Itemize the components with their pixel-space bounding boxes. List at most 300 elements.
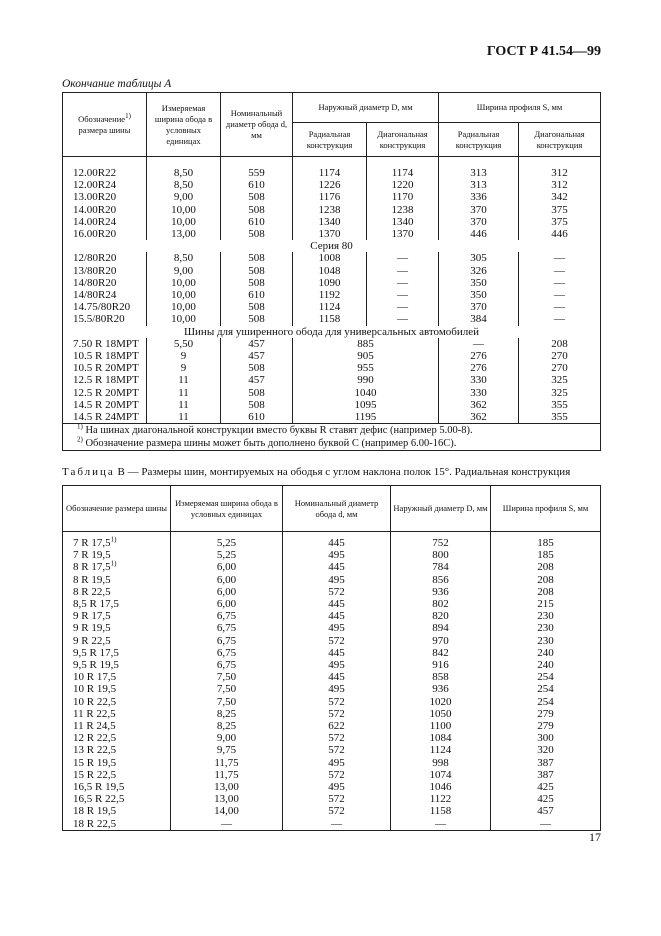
table-row — [63, 191, 601, 203]
cell-profile-diagonal: — — [519, 301, 601, 313]
footnote-mark: 2) — [77, 435, 83, 444]
table-row — [63, 387, 601, 399]
designation-text: 9,5 R 17,5 — [73, 646, 119, 659]
cell-profile-width: 240 — [491, 647, 601, 659]
cell-rim-width: 9,00 — [171, 732, 283, 744]
cell-outer-diagonal: — — [367, 265, 439, 277]
cell-profile-diagonal: 270 — [519, 362, 601, 374]
cell-designation: 10.5 R 20MPT — [63, 362, 147, 374]
cell-profile-width: 279 — [491, 720, 601, 732]
cell-outer-diameter: 856 — [391, 574, 491, 586]
cell-designation: 14/80R20 — [63, 277, 147, 289]
cell-rim-width: 10,00 — [147, 204, 221, 216]
cell-outer-diameter: 1124 — [391, 744, 491, 756]
designation-text: 11 R 22,5 — [73, 707, 116, 720]
cell-rim-diameter: 572 — [283, 744, 391, 756]
cell-rim-diameter: 610 — [221, 289, 293, 301]
cell-rim-width: 10,00 — [147, 313, 221, 325]
table-row — [63, 289, 601, 301]
cell-outer-diameter: 936 — [391, 683, 491, 695]
designation-text: 10 R 19,5 — [73, 683, 117, 696]
group-heading: Серия 80 — [63, 240, 601, 252]
cell-outer-diameter: 752 — [391, 537, 491, 549]
cell-outer-diameter: 998 — [391, 757, 491, 769]
cell-profile-radial: 446 — [439, 228, 519, 240]
cell-outer-diagonal: — — [367, 301, 439, 313]
table-a-continuation-label: Окончание таблицы А — [62, 78, 172, 90]
cell-designation: 13.00R20 — [63, 191, 147, 203]
cell-profile-diagonal: 375 — [519, 216, 601, 228]
table-row — [63, 350, 601, 362]
designation-text: 11 R 24,5 — [73, 720, 116, 733]
cell-rim-diameter: 572 — [283, 635, 391, 647]
cell-outer-radial: 1192 — [293, 289, 367, 301]
cell-designation: 14.5 R 24MPT — [63, 411, 147, 424]
cell-rim-width: 9,00 — [147, 265, 221, 277]
cell-rim-width: 9,00 — [147, 191, 221, 203]
table-row — [63, 635, 601, 647]
cell-rim-width: 6,75 — [171, 647, 283, 659]
cell-profile-radial: 313 — [439, 167, 519, 179]
cell-profile-diagonal: 355 — [519, 399, 601, 411]
cell-outer-diameter: 916 — [391, 659, 491, 671]
footnote-mark: 1) — [110, 559, 117, 568]
table-row — [63, 671, 601, 683]
cell-designation — [63, 708, 171, 720]
cell-outer-diameter: 842 — [391, 647, 491, 659]
cell-rim-diameter: 572 — [283, 805, 391, 817]
cell-profile-diagonal: 342 — [519, 191, 601, 203]
spacer-cell — [293, 157, 367, 168]
cell-rim-diameter: 445 — [283, 537, 391, 549]
table-row — [63, 781, 601, 793]
cell-rim-diameter: 572 — [283, 696, 391, 708]
cell-profile-width: 254 — [491, 696, 601, 708]
table-row — [63, 732, 601, 744]
cell-rim-diameter: 508 — [221, 252, 293, 264]
cell-rim-width: 6,00 — [171, 574, 283, 586]
cell-outer-diameter: 1122 — [391, 793, 491, 805]
table-row — [63, 769, 601, 781]
cell-outer-diameter: 1046 — [391, 781, 491, 793]
table-row — [63, 574, 601, 586]
cell-designation — [63, 805, 171, 817]
cell-profile-width: 254 — [491, 683, 601, 695]
cell-rim-diameter: 610 — [221, 216, 293, 228]
cell-designation: 16.00R20 — [63, 228, 147, 240]
cell-outer-diameter: 1050 — [391, 708, 491, 720]
cell-rim-diameter: 495 — [283, 574, 391, 586]
cell-outer-diagonal: — — [367, 289, 439, 301]
header-b-rim-width: Измеряемая ширина обода в условных единицах — [171, 486, 283, 532]
cell-outer-radial: 1238 — [293, 204, 367, 216]
cell-outer-radial: 1370 — [293, 228, 367, 240]
cell-designation: 12.00R24 — [63, 179, 147, 191]
cell-profile-diagonal: — — [519, 265, 601, 277]
group-heading: Шины для уширенного обода для универсальных автомобилей — [63, 326, 601, 338]
cell-outer-diameter: — — [391, 818, 491, 831]
cell-profile-radial: — — [439, 338, 519, 350]
table-row — [63, 204, 601, 216]
cell-rim-width: 10,00 — [147, 277, 221, 289]
cell-outer-diagonal: 1340 — [367, 216, 439, 228]
cell-profile-diagonal: 208 — [519, 338, 601, 350]
cell-outer-diameter: 784 — [391, 561, 491, 573]
cell-outer-diameter: 894 — [391, 622, 491, 634]
cell-rim-diameter: 457 — [221, 350, 293, 362]
designation-text: 15 R 19,5 — [73, 756, 117, 769]
header-outer-diagonal: Диагональная конструкция — [367, 123, 439, 157]
cell-profile-radial: 305 — [439, 252, 519, 264]
designation-text: 10 R 22,5 — [73, 695, 117, 708]
cell-profile-width: 320 — [491, 744, 601, 756]
cell-outer-diameter: 1020 — [391, 696, 491, 708]
cell-outer-radial: 1090 — [293, 277, 367, 289]
table-row — [63, 818, 601, 831]
cell-designation — [63, 598, 171, 610]
cell-rim-width: 7,50 — [171, 671, 283, 683]
cell-rim-width: 5,25 — [171, 537, 283, 549]
cell-outer-diagonal: 1370 — [367, 228, 439, 240]
cell-designation: 14.5 R 20MPT — [63, 399, 147, 411]
cell-rim-diameter: 572 — [283, 793, 391, 805]
cell-designation — [63, 537, 171, 549]
cell-profile-radial: 330 — [439, 374, 519, 386]
footnote-mark: 1) — [110, 535, 117, 544]
cell-designation: 14.00R24 — [63, 216, 147, 228]
cell-rim-width: 7,50 — [171, 696, 283, 708]
cell-outer-diameter: 1084 — [391, 732, 491, 744]
cell-rim-width: 11 — [147, 399, 221, 411]
cell-designation: 10.5 R 18MPT — [63, 350, 147, 362]
designation-text: 9 R 19,5 — [73, 622, 111, 635]
cell-rim-diameter: 445 — [283, 671, 391, 683]
cell-rim-diameter: 445 — [283, 561, 391, 573]
cell-profile-diagonal: 375 — [519, 204, 601, 216]
cell-outer-diameter: 858 — [391, 671, 491, 683]
cell-designation — [63, 818, 171, 831]
cell-rim-diameter: — — [283, 818, 391, 831]
cell-rim-width: 8,50 — [147, 252, 221, 264]
cell-profile-diagonal: 446 — [519, 228, 601, 240]
cell-profile-radial: 362 — [439, 411, 519, 424]
cell-profile-width: 457 — [491, 805, 601, 817]
cell-outer-radial: 1174 — [293, 167, 367, 179]
cell-designation — [63, 647, 171, 659]
cell-rim-width: 10,00 — [147, 289, 221, 301]
header-designation: Обозначение$^{1)}$ размера шины — [63, 93, 147, 157]
cell-rim-width: 7,50 — [171, 683, 283, 695]
cell-rim-width: 5,25 — [171, 549, 283, 561]
cell-profile-radial: 370 — [439, 216, 519, 228]
cell-outer-radial: 1158 — [293, 313, 367, 325]
cell-profile-width: 185 — [491, 549, 601, 561]
table-row — [63, 744, 601, 756]
cell-outer-diagonal: 1238 — [367, 204, 439, 216]
header-rim-diameter: Номинальный диаметр обода d, мм — [221, 93, 293, 157]
cell-designation — [63, 696, 171, 708]
table-row — [63, 549, 601, 561]
table-row — [63, 362, 601, 374]
cell-rim-width: 11,75 — [171, 769, 283, 781]
table-row — [63, 610, 601, 622]
designation-text: 18 R 19,5 — [73, 805, 117, 818]
cell-rim-width: 6,00 — [171, 561, 283, 573]
cell-outer-diameter: 1095 — [293, 399, 439, 411]
cell-designation — [63, 769, 171, 781]
cell-designation: 7.50 R 18MPT — [63, 338, 147, 350]
cell-rim-diameter: 508 — [221, 362, 293, 374]
spacer-cell — [367, 157, 439, 168]
spacer-row — [63, 157, 601, 168]
header-profile-diagonal: Диагональная конструкция — [519, 123, 601, 157]
cell-profile-radial: 350 — [439, 277, 519, 289]
designation-text: 9 R 17,5 — [73, 610, 111, 623]
cell-designation: 13/80R20 — [63, 265, 147, 277]
header-profile-radial: Радиальная конструкция — [439, 123, 519, 157]
cell-designation: 15.5/80R20 — [63, 313, 147, 325]
cell-rim-width: 6,75 — [171, 610, 283, 622]
cell-profile-width: 185 — [491, 537, 601, 549]
cell-rim-diameter: 610 — [221, 179, 293, 191]
cell-rim-width: 6,75 — [171, 635, 283, 647]
cell-rim-diameter: 495 — [283, 549, 391, 561]
cell-designation: 14.00R20 — [63, 204, 147, 216]
cell-outer-radial: 1176 — [293, 191, 367, 203]
table-row — [63, 659, 601, 671]
cell-designation: 12/80R20 — [63, 252, 147, 264]
cell-outer-diameter: 800 — [391, 549, 491, 561]
cell-rim-diameter: 508 — [221, 301, 293, 313]
table-row — [63, 313, 601, 325]
cell-outer-diagonal: — — [367, 313, 439, 325]
cell-rim-diameter: 622 — [283, 720, 391, 732]
table-row — [63, 683, 601, 695]
cell-designation — [63, 622, 171, 634]
cell-profile-diagonal: — — [519, 277, 601, 289]
table-row — [63, 411, 601, 424]
cell-designation — [63, 574, 171, 586]
header-profile-width: Ширина профиля S, мм — [439, 93, 601, 123]
table-row — [63, 301, 601, 313]
table-row — [63, 338, 601, 350]
cell-rim-diameter: 610 — [221, 411, 293, 424]
cell-rim-width: — — [171, 818, 283, 831]
cell-outer-radial: 1008 — [293, 252, 367, 264]
cell-outer-diameter: 1158 — [391, 805, 491, 817]
footnote-2 — [63, 437, 601, 451]
cell-rim-diameter: 508 — [221, 399, 293, 411]
cell-outer-diameter: 970 — [391, 635, 491, 647]
table-row — [63, 374, 601, 386]
cell-outer-diagonal: 1220 — [367, 179, 439, 191]
cell-profile-radial: 276 — [439, 362, 519, 374]
cell-designation — [63, 732, 171, 744]
header-rim-width: Измеряемая ширина обода в условных единицах — [147, 93, 221, 157]
table-row — [63, 708, 601, 720]
header-b-designation: Обозначение размера шины — [63, 486, 171, 532]
table-b-caption-text: В — Размеры шин, монтируемых на ободья с углом наклона полок 15°. Радиальная конструкция — [117, 466, 571, 478]
cell-profile-width: 230 — [491, 635, 601, 647]
footnote-mark: 1) — [77, 422, 83, 431]
footnote-1 — [63, 424, 601, 438]
table-row — [63, 167, 601, 179]
table-row — [63, 805, 601, 817]
cell-outer-radial: 1340 — [293, 216, 367, 228]
cell-profile-width: 208 — [491, 574, 601, 586]
cell-profile-diagonal: 325 — [519, 374, 601, 386]
designation-text: 15 R 22,5 — [73, 768, 117, 781]
cell-rim-width: 5,50 — [147, 338, 221, 350]
cell-outer-radial: 1226 — [293, 179, 367, 191]
cell-designation — [63, 671, 171, 683]
table-b-caption-label: Таблица — [62, 466, 115, 478]
table-row — [63, 561, 601, 573]
cell-rim-diameter: 495 — [283, 683, 391, 695]
group-row — [63, 326, 601, 338]
cell-rim-diameter: 559 — [221, 167, 293, 179]
designation-text: 7 R 17,5 — [73, 537, 111, 549]
footnote-row — [63, 437, 601, 451]
cell-designation — [63, 610, 171, 622]
table-row — [63, 586, 601, 598]
cell-designation — [63, 744, 171, 756]
table-row — [63, 622, 601, 634]
cell-rim-diameter: 508 — [221, 265, 293, 277]
cell-outer-diameter: 1195 — [293, 411, 439, 424]
cell-designation — [63, 561, 171, 573]
cell-rim-diameter: 572 — [283, 732, 391, 744]
cell-outer-diameter: 802 — [391, 598, 491, 610]
cell-rim-width: 13,00 — [171, 781, 283, 793]
designation-text: 9,5 R 19,5 — [73, 659, 119, 672]
table-row — [63, 598, 601, 610]
cell-rim-width: 9 — [147, 350, 221, 362]
cell-profile-diagonal: 270 — [519, 350, 601, 362]
cell-rim-diameter: 495 — [283, 781, 391, 793]
table-row — [63, 252, 601, 264]
cell-profile-width: 230 — [491, 622, 601, 634]
designation-text: 16,5 R 22,5 — [73, 793, 125, 806]
cell-profile-diagonal: 312 — [519, 167, 601, 179]
table-b — [62, 485, 601, 831]
cell-designation: 12.5 R 18MPT — [63, 374, 147, 386]
designation-text: 7 R 19,5 — [73, 549, 111, 562]
cell-rim-diameter: 572 — [283, 769, 391, 781]
designation-text: 8 R 17,5 — [73, 561, 111, 574]
cell-rim-width: 10,00 — [147, 301, 221, 313]
table-row — [63, 696, 601, 708]
header-b-outer-diameter: Наружный диаметр D, мм — [391, 486, 491, 532]
cell-designation — [63, 659, 171, 671]
cell-outer-diameter: 820 — [391, 610, 491, 622]
cell-designation — [63, 781, 171, 793]
cell-profile-width: 387 — [491, 769, 601, 781]
cell-rim-width: 11 — [147, 374, 221, 386]
cell-outer-radial: 1048 — [293, 265, 367, 277]
cell-outer-diameter: 905 — [293, 350, 439, 362]
cell-outer-diameter: 1040 — [293, 387, 439, 399]
cell-rim-width: 14,00 — [171, 805, 283, 817]
cell-profile-width: 279 — [491, 708, 601, 720]
cell-designation: 12.00R22 — [63, 167, 147, 179]
cell-designation: 12.5 R 20MPT — [63, 387, 147, 399]
header-outer-diameter: Наружный диаметр D, мм — [293, 93, 439, 123]
cell-rim-width: 11 — [147, 411, 221, 424]
footnote-row — [63, 424, 601, 438]
designation-text: 18 R 22,5 — [73, 817, 117, 830]
cell-rim-diameter: 508 — [221, 313, 293, 325]
page-number: 17 — [589, 830, 601, 844]
cell-profile-width: 254 — [491, 671, 601, 683]
cell-rim-width: 9,75 — [171, 744, 283, 756]
table-b-caption — [62, 466, 570, 478]
cell-profile-radial: 276 — [439, 350, 519, 362]
cell-designation: 14/80R24 — [63, 289, 147, 301]
table-row — [63, 399, 601, 411]
cell-designation — [63, 757, 171, 769]
spacer-cell — [63, 157, 147, 168]
cell-outer-diameter: 955 — [293, 362, 439, 374]
designation-text: 12 R 22,5 — [73, 732, 117, 745]
table-row — [63, 757, 601, 769]
spacer-cell — [147, 157, 221, 168]
cell-designation — [63, 683, 171, 695]
cell-rim-diameter: 457 — [221, 338, 293, 350]
cell-outer-diagonal: — — [367, 252, 439, 264]
cell-designation — [63, 586, 171, 598]
cell-outer-diagonal: 1174 — [367, 167, 439, 179]
table-row — [63, 647, 601, 659]
designation-text: 9 R 22,5 — [73, 634, 111, 647]
cell-rim-diameter: 508 — [221, 228, 293, 240]
cell-outer-diameter: 936 — [391, 586, 491, 598]
header-outer-radial: Радиальная конструкция — [293, 123, 367, 157]
cell-profile-diagonal: — — [519, 252, 601, 264]
cell-outer-diagonal: — — [367, 277, 439, 289]
cell-profile-radial: 336 — [439, 191, 519, 203]
cell-rim-width: 11,75 — [171, 757, 283, 769]
cell-profile-diagonal: 325 — [519, 387, 601, 399]
spacer-cell — [439, 157, 519, 168]
cell-rim-diameter: 508 — [221, 387, 293, 399]
table-row — [63, 793, 601, 805]
cell-profile-radial: 326 — [439, 265, 519, 277]
cell-rim-width: 8,50 — [147, 167, 221, 179]
cell-rim-width: 8,25 — [171, 708, 283, 720]
cell-rim-width: 6,75 — [171, 622, 283, 634]
cell-designation — [63, 720, 171, 732]
cell-profile-width: 425 — [491, 781, 601, 793]
designation-text: 8 R 22,5 — [73, 585, 111, 598]
cell-designation: 14.75/80R20 — [63, 301, 147, 313]
table-a — [62, 92, 601, 451]
cell-rim-diameter: 508 — [221, 191, 293, 203]
cell-rim-diameter: 495 — [283, 757, 391, 769]
cell-rim-width: 13,00 — [147, 228, 221, 240]
table-row — [63, 179, 601, 191]
cell-outer-diagonal: 1170 — [367, 191, 439, 203]
cell-profile-width: — — [491, 818, 601, 831]
cell-profile-width: 300 — [491, 732, 601, 744]
cell-profile-diagonal: — — [519, 313, 601, 325]
cell-profile-width: 387 — [491, 757, 601, 769]
cell-profile-diagonal: 355 — [519, 411, 601, 424]
designation-text: 8,5 R 17,5 — [73, 598, 119, 611]
cell-profile-width: 230 — [491, 610, 601, 622]
cell-profile-diagonal: 312 — [519, 179, 601, 191]
cell-profile-diagonal: — — [519, 289, 601, 301]
